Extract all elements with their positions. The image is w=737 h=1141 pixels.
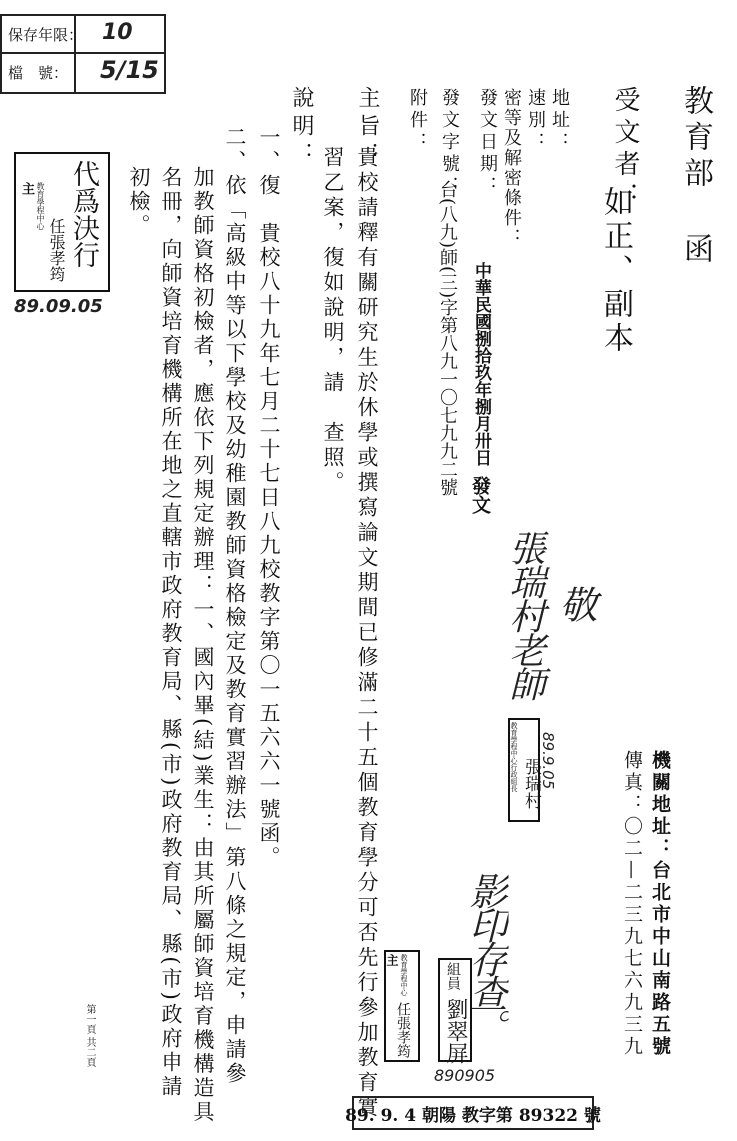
receipt-number: 89. 9. 4 朝陽 教字第 89322 號	[345, 1105, 601, 1126]
explanation-item-2-line-1: 二、依「高級中等以下學校及幼稚園教師資格檢定及教育實習辦法」第八條之規定，申請參	[223, 126, 247, 1086]
member-date: 890905	[434, 1066, 496, 1085]
proxy-approval-stamp	[14, 152, 110, 292]
document-header	[678, 85, 713, 269]
file-number-value: 5/15	[100, 56, 159, 84]
handwritten-copy-note: 影印存查。	[463, 872, 507, 1042]
teacher-name: 張瑞村	[521, 758, 541, 809]
document-number-value: 台(八九)師(三)字第八九一〇七九九二號	[437, 180, 458, 497]
director-stamp-name: 任張孝筠	[395, 1002, 411, 1058]
address-label: 地址：	[549, 88, 570, 154]
proxy-date: 89.09.05	[14, 296, 103, 317]
file-number-label: 檔 號：	[8, 64, 69, 82]
director-stamp-role: 主	[385, 954, 399, 966]
secrecy-label: 密等及解密條件：	[501, 88, 522, 248]
explanation-item-2-line-3: 名冊，向師資培育機構所在地之直轄市政府教育局、縣(市)政府教育局、縣(市)政府申請	[159, 166, 183, 1099]
director-stamp	[384, 950, 420, 1062]
explanation-item-2-line-2: 加教師資格初檢者，應依下列規定辦理：一、國內畢(結)業生：由其所屬師資培育機構造具	[191, 166, 215, 1125]
explanation-item-2-line-4: 初檢。	[127, 166, 151, 238]
page-number: 第一頁 共二頁	[84, 1004, 95, 1068]
issuing-org: 教育部	[678, 85, 713, 193]
subject-label: 主旨：	[355, 86, 380, 170]
explanation-item-1: 一、復 貴校八十九年七月二十七日八九校教字第〇一五六六一號函。	[257, 126, 281, 870]
document-type: 函	[678, 233, 713, 269]
receipt-number-box	[345, 1096, 601, 1130]
handwritten-respect: 敬	[553, 585, 597, 623]
subject-line-2: 習乙案，復如說明，請 查照。	[321, 146, 345, 496]
date-label: 發文日期：	[477, 88, 498, 198]
teacher-role: 教育學程中心行政組長	[510, 722, 518, 792]
date-stamp: 發文	[469, 476, 491, 514]
member-stamp	[438, 958, 472, 1062]
proxy-title: 代爲決行	[68, 160, 99, 268]
explanation-label: 說明：	[289, 86, 314, 170]
member-name: 劉翠屏	[443, 998, 468, 1064]
director-name: 任張孝筠	[47, 218, 66, 282]
document-number-label: 發文字號：	[439, 88, 460, 198]
teacher-date: 89.9.05	[539, 732, 557, 790]
director-sub: 教育學程中心	[36, 182, 45, 230]
member-title: 組員	[445, 962, 461, 990]
teacher-stamp	[508, 718, 540, 822]
director-role: 主	[19, 182, 34, 195]
handwritten-to-teacher: 張瑞村老師	[504, 530, 545, 700]
agency-fax: 傳真：〇二—二三九七六九三九	[621, 750, 643, 1058]
retention-period-value: 10	[102, 20, 133, 45]
date-value: 中華民國捌拾玖年捌月卅日	[471, 262, 491, 466]
recipient-label: 受文者：	[610, 86, 640, 214]
retention-period-label: 保存年限：	[8, 26, 84, 44]
agency-address: 機關地址：台北市中山南路五號	[649, 750, 671, 1058]
recipient-value: 如正、副本	[598, 186, 633, 356]
attachment-label: 附件：	[407, 88, 428, 154]
retention-box	[0, 14, 166, 94]
speed-label: 速別：	[525, 88, 546, 154]
subject-line-1: 貴校請釋有關研究生於休學或撰寫論文期間已修滿二十五個教育學分可否先行參加教育實	[355, 146, 379, 1121]
director-stamp-sub: 教育學程中心	[400, 954, 408, 996]
